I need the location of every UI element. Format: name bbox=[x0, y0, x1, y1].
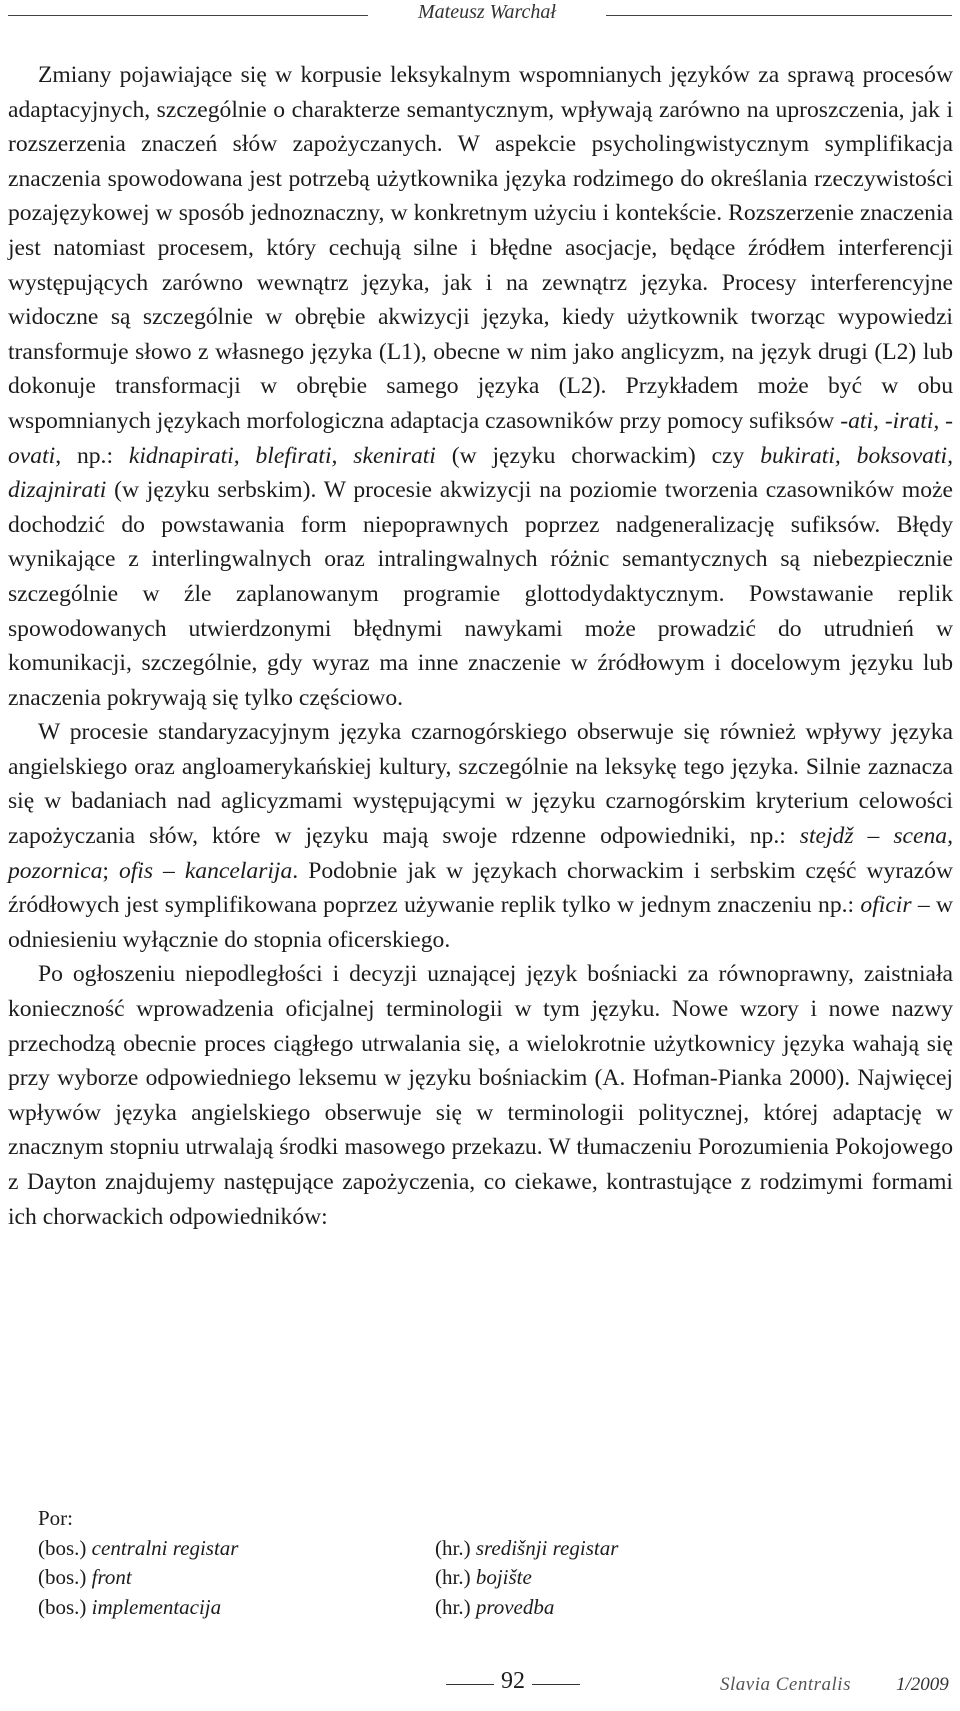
page-footer bbox=[0, 1666, 960, 1702]
croatian-word: središnji registar bbox=[475, 1535, 619, 1560]
page-number: 92 bbox=[501, 1668, 525, 1694]
croatian-term bbox=[435, 1593, 554, 1623]
italic-text: bukirati, boksovati, dizajnirati bbox=[8, 442, 953, 504]
text-run: Zmiany pojawiające się w korpusie leksykalnym wspomnianych języków za sprawą procesów adaptacyjnych, szczególnie o charakterze semantycznym, wpływają zarówno na uproszczenia, jak i rozszerzenia znaczeń słów zapożyczanych. W aspekcie psycholingwistycznym symplifikacja znaczenia spowodowana jest potrzebą użytkownika języka rodzimego do określania rzeczywistości pozajęzykowej w sposób jednoznaczny, w konkretnym użyciu i kontekście. Rozszerzenie znaczenia jest natomiast procesem, który cechują silne i błędne asocjacje, będące źródłem interferencji występujących zarówno wewnątrz języka, jak i na zewnątrz języka. Procesy interferencyjne widoczne są szczególnie w obrębie akwizycji języka, kiedy użytkownik tworząc wypowiedzi transformuje słowo z własnego języka (L1), obecne w nim jako anglicyzm, na język drugi (L2) lub dokonuje transformacji w obrębie samego języka (L2). Przykładem może być w obu wspomnianych językach morfologiczna adaptacja czasowników przy pomocy sufiksów bbox=[8, 62, 953, 434]
comparison-row bbox=[38, 1593, 938, 1623]
bosnian-term bbox=[38, 1563, 132, 1593]
italic-text: -ati, -irati, -ovati bbox=[8, 407, 953, 469]
bosnian-tag: (bos.) bbox=[38, 1565, 87, 1589]
journal-name: Slavia Centralis bbox=[720, 1674, 851, 1695]
italic-text: ofis – kancelarija bbox=[118, 857, 293, 884]
text-run: . Podobnie jak w językach chorwackim i serbskim część wyrazów źródłowych jest symplifikowana poprzez używanie replik tylko w jednym znaczeniu np.: bbox=[8, 857, 953, 919]
bosnian-word: implementacija bbox=[91, 1594, 222, 1619]
bosnian-tag: (bos.) bbox=[38, 1535, 87, 1560]
header-rule-left bbox=[8, 15, 368, 16]
text-run: (w języku chorwackim) czy bbox=[435, 442, 761, 469]
paragraph bbox=[8, 715, 953, 957]
comparison-row bbox=[38, 1534, 938, 1564]
body-text bbox=[8, 58, 953, 1234]
bosnian-term bbox=[38, 1534, 238, 1564]
footer-dash-left bbox=[446, 1684, 494, 1685]
running-header bbox=[8, 0, 952, 30]
croatian-word: bojište bbox=[475, 1565, 532, 1589]
header-rule-right bbox=[606, 15, 952, 16]
croatian-word: provedba bbox=[475, 1594, 555, 1619]
bosnian-term bbox=[38, 1593, 221, 1623]
paragraph bbox=[8, 58, 953, 715]
paragraph bbox=[8, 957, 953, 1234]
text-run: Po ogłoszeniu niepodległości i decyzji uznającej język bośniacki za równoprawny, zaistniała konieczność wprowadzenia oficjalnej terminologii w tym języku. Nowe wzory i nowe nazwy przechodzą obecnie proces ciągłego utrwalania się, a wielokrotnie użytkownicy języka wahają się przy wyborze odpowiedniego leksemu w języku bośniackim (A. Hofman-Pianka 2000). Najwięcej wpływów języka angielskiego obserwuje się w terminologii politycznej, której adaptację w znacznym stopniu utrwalają środki masowego przekazu. W tłumaczeniu Porozumienia Pokojowego z Dayton znajdujemy następujące zapożyczenia, co ciekawe, kontrastujące z rodzimymi formami ich chorwackich odpowiedników: bbox=[8, 961, 953, 1230]
comparison-label-row bbox=[38, 1504, 938, 1534]
bosnian-word: centralni registar bbox=[91, 1535, 239, 1560]
text-run: – w odniesieniu wyłącznie do stopnia oficerskiego. bbox=[8, 892, 953, 953]
text-run: W procesie standaryzacyjnym języka czarnogórskiego obserwuje się również wpływy języka angielskiego oraz angloamerykańskiej kultury, szczególnie na leksykę tego języka. Silnie zaznacza się w badaniach nad aglicyzmami występującymi w języku czarnogórskim kryterium celowości zapożyczania słów, które w języku mają swoje rdzenne odpowiedniki, np.: bbox=[8, 719, 953, 850]
italic-text: kidnapirati, blefirati, skenirati bbox=[128, 442, 436, 469]
journal-issue: 1/2009 bbox=[896, 1674, 949, 1695]
text-run: (w języku serbskim). W procesie akwizycji na poziomie tworzenia czasowników może dochodzić do powstawania form niepoprawnych poprzez nadgeneralizację sufiksów. Błędy wynikające z interlingwalnych oraz intralingwalnych różnic semantycznych są niebezpiecznie szczególnie w źle zaplanowanym programie glottodydaktycznym. Powstawanie replik spowodowanych utwierdzonymi błędnymi nawykami może prowadzić do utrudnień w komunikacji, szczególnie, gdy wyraz ma inne znaczenie w źródłowym i docelowym języku lub znaczenia pokrywają się tylko częściowo. bbox=[8, 477, 953, 711]
comparison-label: Por: bbox=[38, 1506, 74, 1530]
footer-dash-right bbox=[532, 1684, 580, 1685]
text-run: , np.: bbox=[55, 442, 129, 469]
italic-text: stejdž – scena, pozornica bbox=[8, 823, 953, 884]
text-run: ; bbox=[102, 857, 119, 884]
italic-text: oficir bbox=[860, 892, 912, 919]
croatian-term bbox=[435, 1534, 618, 1564]
bosnian-tag: (bos.) bbox=[38, 1594, 87, 1619]
comparison-row bbox=[38, 1563, 938, 1593]
author-name: Mateusz Warchał bbox=[418, 1, 556, 23]
croatian-tag: (hr.) bbox=[435, 1594, 471, 1619]
croatian-tag: (hr.) bbox=[435, 1535, 471, 1560]
croatian-term bbox=[435, 1563, 532, 1593]
bosnian-word: front bbox=[91, 1565, 132, 1589]
croatian-tag: (hr.) bbox=[435, 1565, 471, 1589]
comparison-list bbox=[38, 1504, 938, 1622]
